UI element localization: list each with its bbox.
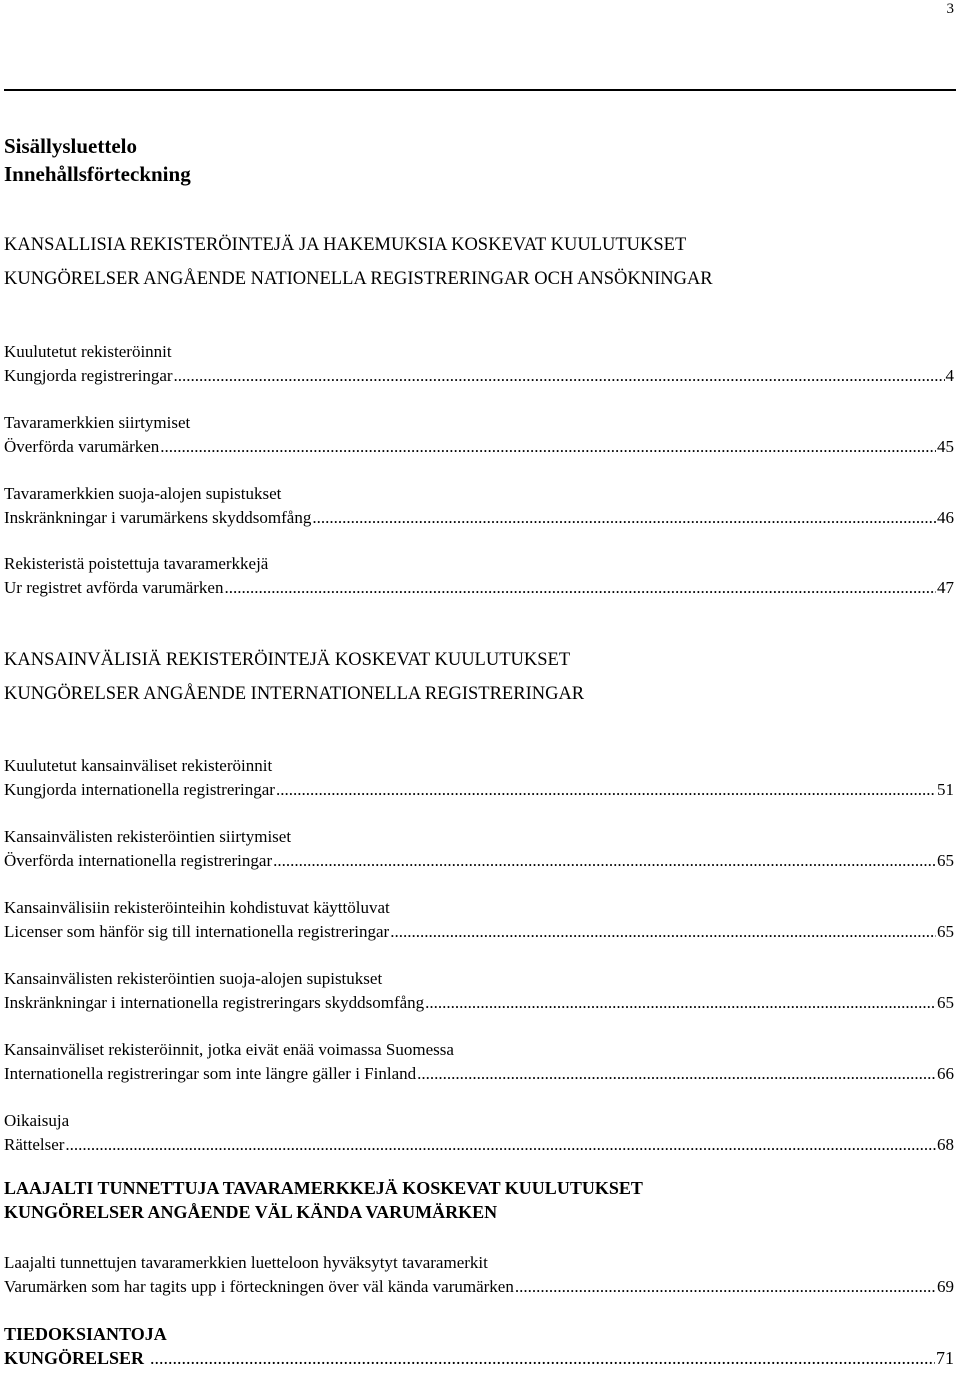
toc-entry[interactable] [4, 482, 954, 530]
toc-entry-sv-row [4, 849, 954, 873]
toc-entry-fi: Kuulutetut rekisteröinnit [4, 342, 172, 361]
toc-entry-sv: Överförda internationella registreringar [4, 851, 273, 870]
toc-entry-sv: Rättelser [4, 1135, 65, 1154]
toc-entry-page: 4 [945, 366, 954, 385]
toc-entry-page: 69 [937, 1277, 954, 1296]
leader-dots [224, 576, 936, 600]
section-well-known-heading [4, 1176, 954, 1224]
toc-entry-sv: Inskränkningar i internationella registreringars skyddsomfång [4, 993, 425, 1012]
toc-title-sv: Innehållsförteckning [4, 162, 191, 186]
toc-entry-sv-row [4, 1275, 954, 1299]
leader-dots [515, 1275, 936, 1299]
toc-entry-page: 68 [937, 1135, 954, 1154]
page-number: 3 [946, 1, 954, 17]
section-notices[interactable] [4, 1322, 954, 1370]
leader-dots [160, 435, 936, 459]
toc-entry-sv-row [4, 364, 954, 388]
toc-entry-sv-row [4, 991, 954, 1015]
section-international-heading [4, 643, 954, 711]
leader-dots [276, 778, 936, 802]
leader-dots [273, 849, 936, 873]
toc-entry-sv-row [4, 506, 954, 530]
toc-entry[interactable] [4, 552, 954, 600]
toc-entry-sv: Ur registret avförda varumärken [4, 578, 224, 597]
toc-entry-sv-row [4, 1062, 954, 1086]
toc-title-fi: Sisällysluettelo [4, 134, 138, 158]
toc-entry-page: 46 [937, 508, 954, 527]
toc-entry-sv: Licenser som hänför sig till internationella registreringar [4, 922, 390, 941]
toc-entry-fi: Oikaisuja [4, 1111, 70, 1130]
toc-entry-page: 45 [937, 437, 954, 456]
section-heading-fi: TIEDOKSIANTOJA [4, 1324, 167, 1344]
toc-entry-page: 66 [937, 1064, 954, 1083]
toc-entry-fi: Tavaramerkkien siirtymiset [4, 413, 191, 432]
toc-entry-page: 65 [937, 851, 954, 870]
section-heading-fi: LAAJALTI TUNNETTUJA TAVARAMERKKEJÄ KOSKEVAT KUULUTUKSET [4, 1178, 643, 1198]
toc-entry[interactable] [4, 340, 954, 388]
toc-entry-fi: Kansainväliset rekisteröinnit, jotka eivät enää voimassa Suomessa [4, 1040, 454, 1059]
section-heading-fi: KANSAINVÄLISIÄ REKISTERÖINTEJÄ KOSKEVAT KUULUTUKSET [4, 650, 571, 670]
leader-dots [312, 506, 936, 530]
leader-dots [417, 1062, 936, 1086]
toc-entry[interactable] [4, 754, 954, 802]
toc-entry-fi: Tavaramerkkien suoja-alojen supistukset [4, 484, 282, 503]
leader-dots [65, 1133, 936, 1157]
toc-entry-sv: Varumärken som har tagits upp i förteckningen över väl kända varumärken [4, 1277, 514, 1296]
toc-entry-sv-row [4, 778, 954, 802]
toc-entry-fi: Laajalti tunnettujen tavaramerkkien luetteloon hyväksytyt tavaramerkit [4, 1253, 488, 1272]
section-heading-sv: KUNGÖRELSER ANGÅENDE NATIONELLA REGISTRERINGAR OCH ANSÖKNINGAR [4, 269, 713, 289]
section-heading-fi: KANSALLISIA REKISTERÖINTEJÄ JA HAKEMUKSIA KOSKEVAT KUULUTUKSET [4, 235, 687, 255]
section-heading-sv: KUNGÖRELSER ANGÅENDE INTERNATIONELLA REGISTRERINGAR [4, 684, 585, 704]
toc-entry[interactable] [4, 1109, 954, 1157]
toc-entry-fi: Kuulutetut kansainväliset rekisteröinnit [4, 756, 273, 775]
toc-entry-fi: Kansainvälisten rekisteröintien suoja-alojen supistukset [4, 969, 383, 988]
toc-entry-sv-row [4, 435, 954, 459]
toc-entry[interactable] [4, 1038, 954, 1086]
leader-dots [150, 1346, 935, 1370]
toc-entry-fi: Kansainvälisiin rekisteröinteihin kohdistuvat käyttöluvat [4, 898, 390, 917]
toc-entry-sv: Kungjorda registreringar [4, 366, 173, 385]
toc-entry-sv: Inskränkningar i varumärkens skyddsomfång [4, 508, 312, 527]
toc-entry[interactable] [4, 967, 954, 1015]
toc-entry-sv: Överförda varumärken [4, 437, 160, 456]
leader-dots [174, 364, 945, 388]
toc-entry-page: 51 [937, 780, 954, 799]
section-national-heading [4, 228, 954, 296]
toc-entry-page: 65 [937, 922, 954, 941]
toc-entry-sv-row [4, 1133, 954, 1157]
toc-entry[interactable] [4, 411, 954, 459]
toc-entry-fi: Kansainvälisten rekisteröintien siirtymiset [4, 827, 292, 846]
toc-entry-page: 65 [937, 993, 954, 1012]
header-rule [4, 89, 956, 91]
leader-dots [390, 920, 936, 944]
toc-entry-page: 71 [936, 1348, 954, 1368]
toc-entry-sv-row [4, 576, 954, 600]
section-heading-sv-row [4, 1346, 954, 1370]
toc-entry-fi: Rekisteristä poistettuja tavaramerkkejä [4, 554, 269, 573]
toc-entry[interactable] [4, 1251, 954, 1299]
toc-entry-page: 47 [937, 578, 954, 597]
section-heading-sv: KUNGÖRELSER [4, 1348, 145, 1368]
leader-dots [425, 991, 936, 1015]
toc-entry-sv: Internationella registreringar som inte längre gäller i Finland [4, 1064, 417, 1083]
toc-entry-sv: Kungjorda internationella registreringar [4, 780, 275, 799]
section-heading-sv: KUNGÖRELSER ANGÅENDE VÄL KÄNDA VARUMÄRKEN [4, 1202, 498, 1222]
toc-entry-sv-row [4, 920, 954, 944]
toc-title [4, 132, 191, 188]
toc-entry[interactable] [4, 896, 954, 944]
toc-entry[interactable] [4, 825, 954, 873]
